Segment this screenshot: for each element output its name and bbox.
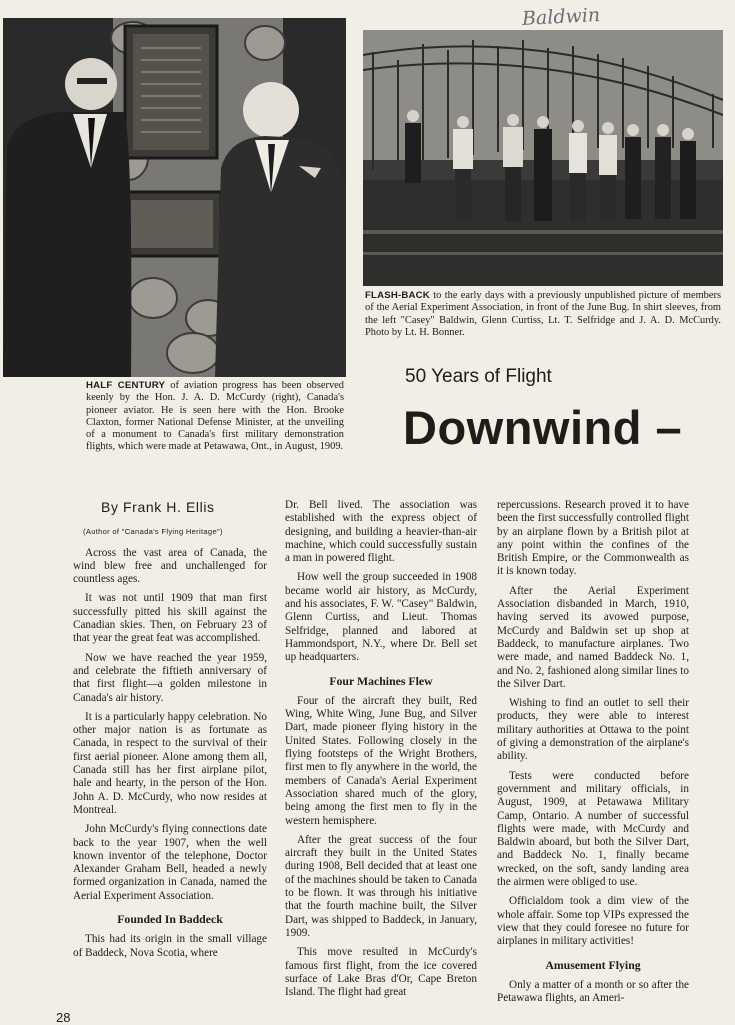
paragraph: Now we have reached the year 1959, and celebrate the fiftieth anniversary of that first flight—a golden milestone in Canada's air history. [73,651,267,704]
monument-photo [3,18,346,377]
paragraph: Four of the aircraft they built, Red Wing, White Wing, June Bug, and Silver Dart, made pioneer flying history in the United States. Following closely in the flying footsteps of the Wright Brothers, first men to fly anywhere in the world, the members of Canada's Aerial Experiment Association shared much of the glory, being among the first men to fly in the western hemisphere. [285,694,477,827]
paragraph: Across the vast area of Canada, the wind blew free and unchallenged for countless ages. [73,546,267,586]
paragraph: After the great success of the four aircraft they built in the United States during 1908, Bell decided that at least one of the machines should be taken to Canada to be flown. It was through his initiative that the fourth machine built, the Silver Dart, was shipped to Baddeck, in January, 1909. [285,833,477,939]
paragraph: Only a matter of a month or so after the Petawawa flights, an Ameri- [497,978,689,1005]
article-kicker: 50 Years of Flight [405,366,552,387]
paragraph: It is a particularly happy celebration. No other major nation is as fortunate as Canada, in respect to the survival of their first aerial pioneer. Alone among them all, Canada still has her first airplane pilot, hale and hearty, in the person of the Hon. John A. D. McCurdy, who now resides at Montreal. [73,710,267,816]
article-headline: Downwind – [403,401,683,454]
paragraph: It was not until 1909 that man first successfully pitted his skill against the Canadian skies. Then, on February 23 of that year the great feat was accomplished. [73,592,267,645]
paragraph: Officialdom took a dim view of the whole affair. Some top VIPs expressed the view that they could foresee no future for airplanes in military activities! [497,895,689,948]
paragraph: This move resulted in McCurdy's famous first flight, from the ice covered surface of Lake Bras d'Or, Cape Breton Island. The flight had great [285,946,477,999]
paragraph: repercussions. Research proved it to have been the first successfully controlled flight by an airplane flown by a British pilot at any point within the confines of the British Empire, or the Commonwealth as it is known today. [497,499,689,578]
paragraph: Tests were conducted before government and military officials, in August, 1909, at Petawawa Military Camp, Ontario. A number of successful flights were made, with McCurdy and Baldwin aboard, but both the Silver Dart, and Baddeck No. 1, finally became wrecked, on the soft, sandy landing area the airmen were obliged to use. [497,769,689,889]
subheading: Amusement Flying [545,957,641,972]
page-number: 28 [56,1010,71,1025]
handwritten-note: Baldwin [521,3,601,31]
paragraph: Dr. Bell lived. The association was established with the express object of designing, and building a heavier-than-air machine, which could successfully sustain a man in powered flight. [285,499,477,565]
article-column-1 [73,497,267,966]
flashback-caption: FLASH-BACK to the early days with a previously unpublished picture of members of the Aerial Experiment Association, in front of the June Bug. In shirt sleeves, from the left "Casey" Baldwin, Glenn Curtiss, Lt. T. Selfridge and J. A. D. McCurdy. Photo by Lt. H. Bonner. [365,290,721,338]
subheading: Four Machines Flew [329,673,433,688]
plaque-icon [123,26,221,256]
byline: By Frank H. Ellis [101,499,215,515]
half-century-caption: HALF CENTURY of aviation progress has been observed keenly by the Hon. J. A. D. McCurdy (right), Canada's pioneer aviator. He is seen here with the Hon. Brooke Claxton, former National Defense Minister, at the unveiling of a monument to Canada's first military demonstration flights, which were made at Petawawa, Ont., in August, 1909. [86,380,344,453]
paragraph: This had its origin in the small village of Baddeck, Nova Scotia, where [73,933,267,959]
paragraph: After the Aerial Experiment Association disbanded in March, 1910, having served its avowed purpose, McCurdy and Baldwin set up shop at Baddeck, to manufacture airplanes. Two were made, and named Baddeck No. 1, and No. 2, fashioned along similar lines to the Silver Dart. [497,584,689,690]
flashback-photo [363,30,723,286]
article-column-2 [285,499,477,1005]
author-note: (Author of "Canada's Flying Heritage") [83,527,223,537]
paragraph: Wishing to find an outlet to sell their products, they were able to interest military authorities at Ottawa to the point of giving a demonstration of the airplane's ability. [497,697,689,763]
paragraph: How well the group succeeded in 1908 became world air history, as McCurdy, and his associates, F. W. "Casey" Baldwin, Glenn Curtiss, and Lieut. Thomas Selfridge, planned and labored at Hammondsport, N.Y., where Dr. Bell set up headquarters. [285,571,477,664]
article-column-3 [497,499,689,1011]
paragraph: John McCurdy's flying connections date back to the year 1907, when the well known inventor of the telephone, Doctor Alexander Graham Bell, headed a newly formed organization in Canada, named the Aerial Experiment Association. [73,823,267,902]
subheading: Founded In Baddeck [117,912,223,927]
